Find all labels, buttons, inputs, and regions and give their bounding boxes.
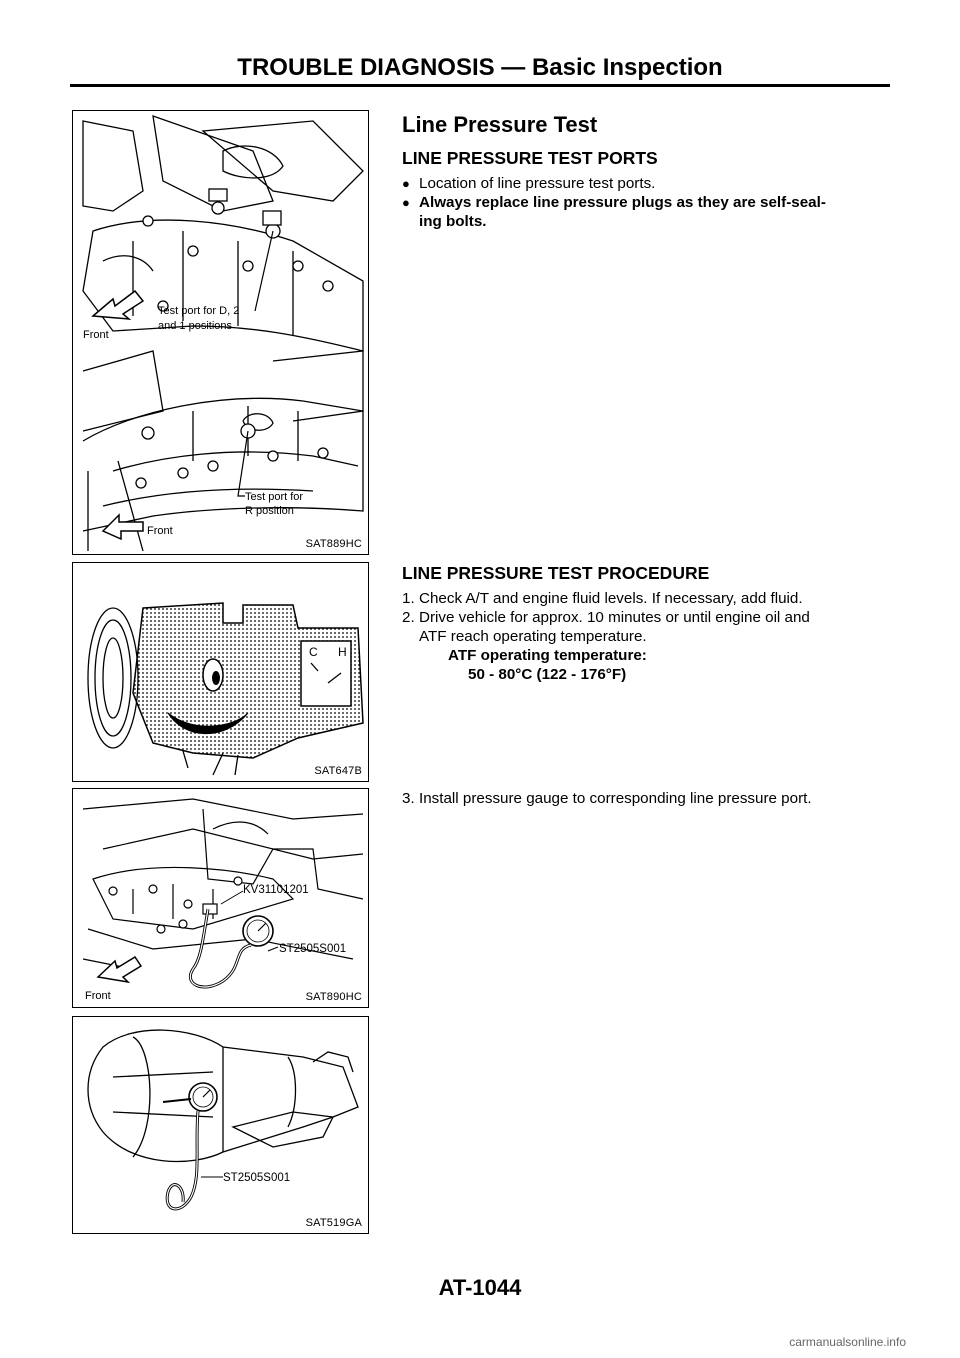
ports-heading: LINE PRESSURE TEST PORTS	[402, 148, 658, 168]
gauge-install-illustration	[73, 789, 368, 1007]
spec-label: ATF operating temperature:	[448, 647, 647, 664]
tool-st-label: ST2505S001	[223, 1172, 291, 1184]
watermark: carmanualsonline.info	[789, 1335, 906, 1349]
test-ports-illustration	[73, 111, 368, 554]
figure-code: SAT889HC	[305, 538, 362, 550]
port-r-label-1: Test port for	[245, 491, 304, 503]
figure-gauge-transmission	[72, 1016, 369, 1234]
tool-st-label: ST2505S001	[279, 943, 347, 955]
header-rule	[70, 84, 890, 87]
bullet-item: ● Always replace line pressure plugs as they are self-seal-	[402, 194, 826, 211]
bullet-mark: ●	[402, 176, 410, 191]
temperature-illustration	[73, 563, 368, 781]
page-number: AT-1044	[438, 1275, 522, 1300]
procedure-step-3	[402, 789, 902, 808]
procedure-heading: LINE PRESSURE TEST PROCEDURE	[402, 563, 710, 583]
gauge-cold-label: C	[309, 645, 318, 659]
front-label-top: Front	[83, 329, 109, 341]
figure-test-ports	[72, 110, 369, 555]
figure-code: SAT890HC	[305, 991, 362, 1003]
spec-value: 50 - 80°C (122 - 176°F)	[468, 666, 627, 683]
figure-operating-temperature	[72, 562, 369, 782]
step-3: 3. Install pressure gauge to corresponding line pressure port.	[402, 790, 812, 807]
procedure-steps	[402, 589, 902, 684]
section-title: Line Pressure Test	[402, 112, 598, 137]
step-2: 2. Drive vehicle for approx. 10 minutes or until engine oil and	[402, 609, 810, 626]
ports-bullets	[402, 174, 902, 231]
gauge-transmission-illustration	[73, 1017, 368, 1233]
front-label: Front	[85, 990, 111, 1002]
gauge-hot-label: H	[338, 645, 347, 659]
figure-code: SAT647B	[314, 765, 362, 777]
step-1: 1. Check A/T and engine fluid levels. If necessary, add fluid.	[402, 590, 803, 607]
figure-gauge-install	[72, 788, 369, 1008]
port-d-label-2: and 1 positions	[158, 320, 232, 332]
tool-kv-label: KV31101201	[243, 884, 309, 896]
bullet-item: ● Location of line pressure test ports.	[402, 175, 656, 192]
bullet-mark: ●	[402, 195, 410, 210]
port-r-label-2: R position	[245, 505, 294, 517]
bullet-continuation: ing bolts.	[419, 213, 487, 230]
port-d-label-1: Test port for D, 2	[158, 305, 240, 317]
front-label-bottom: Front	[147, 525, 173, 537]
figure-code: SAT519GA	[305, 1217, 362, 1229]
step-2-continuation: ATF reach operating temperature.	[419, 628, 647, 645]
page-header: TROUBLE DIAGNOSIS — Basic Inspection	[237, 54, 723, 81]
